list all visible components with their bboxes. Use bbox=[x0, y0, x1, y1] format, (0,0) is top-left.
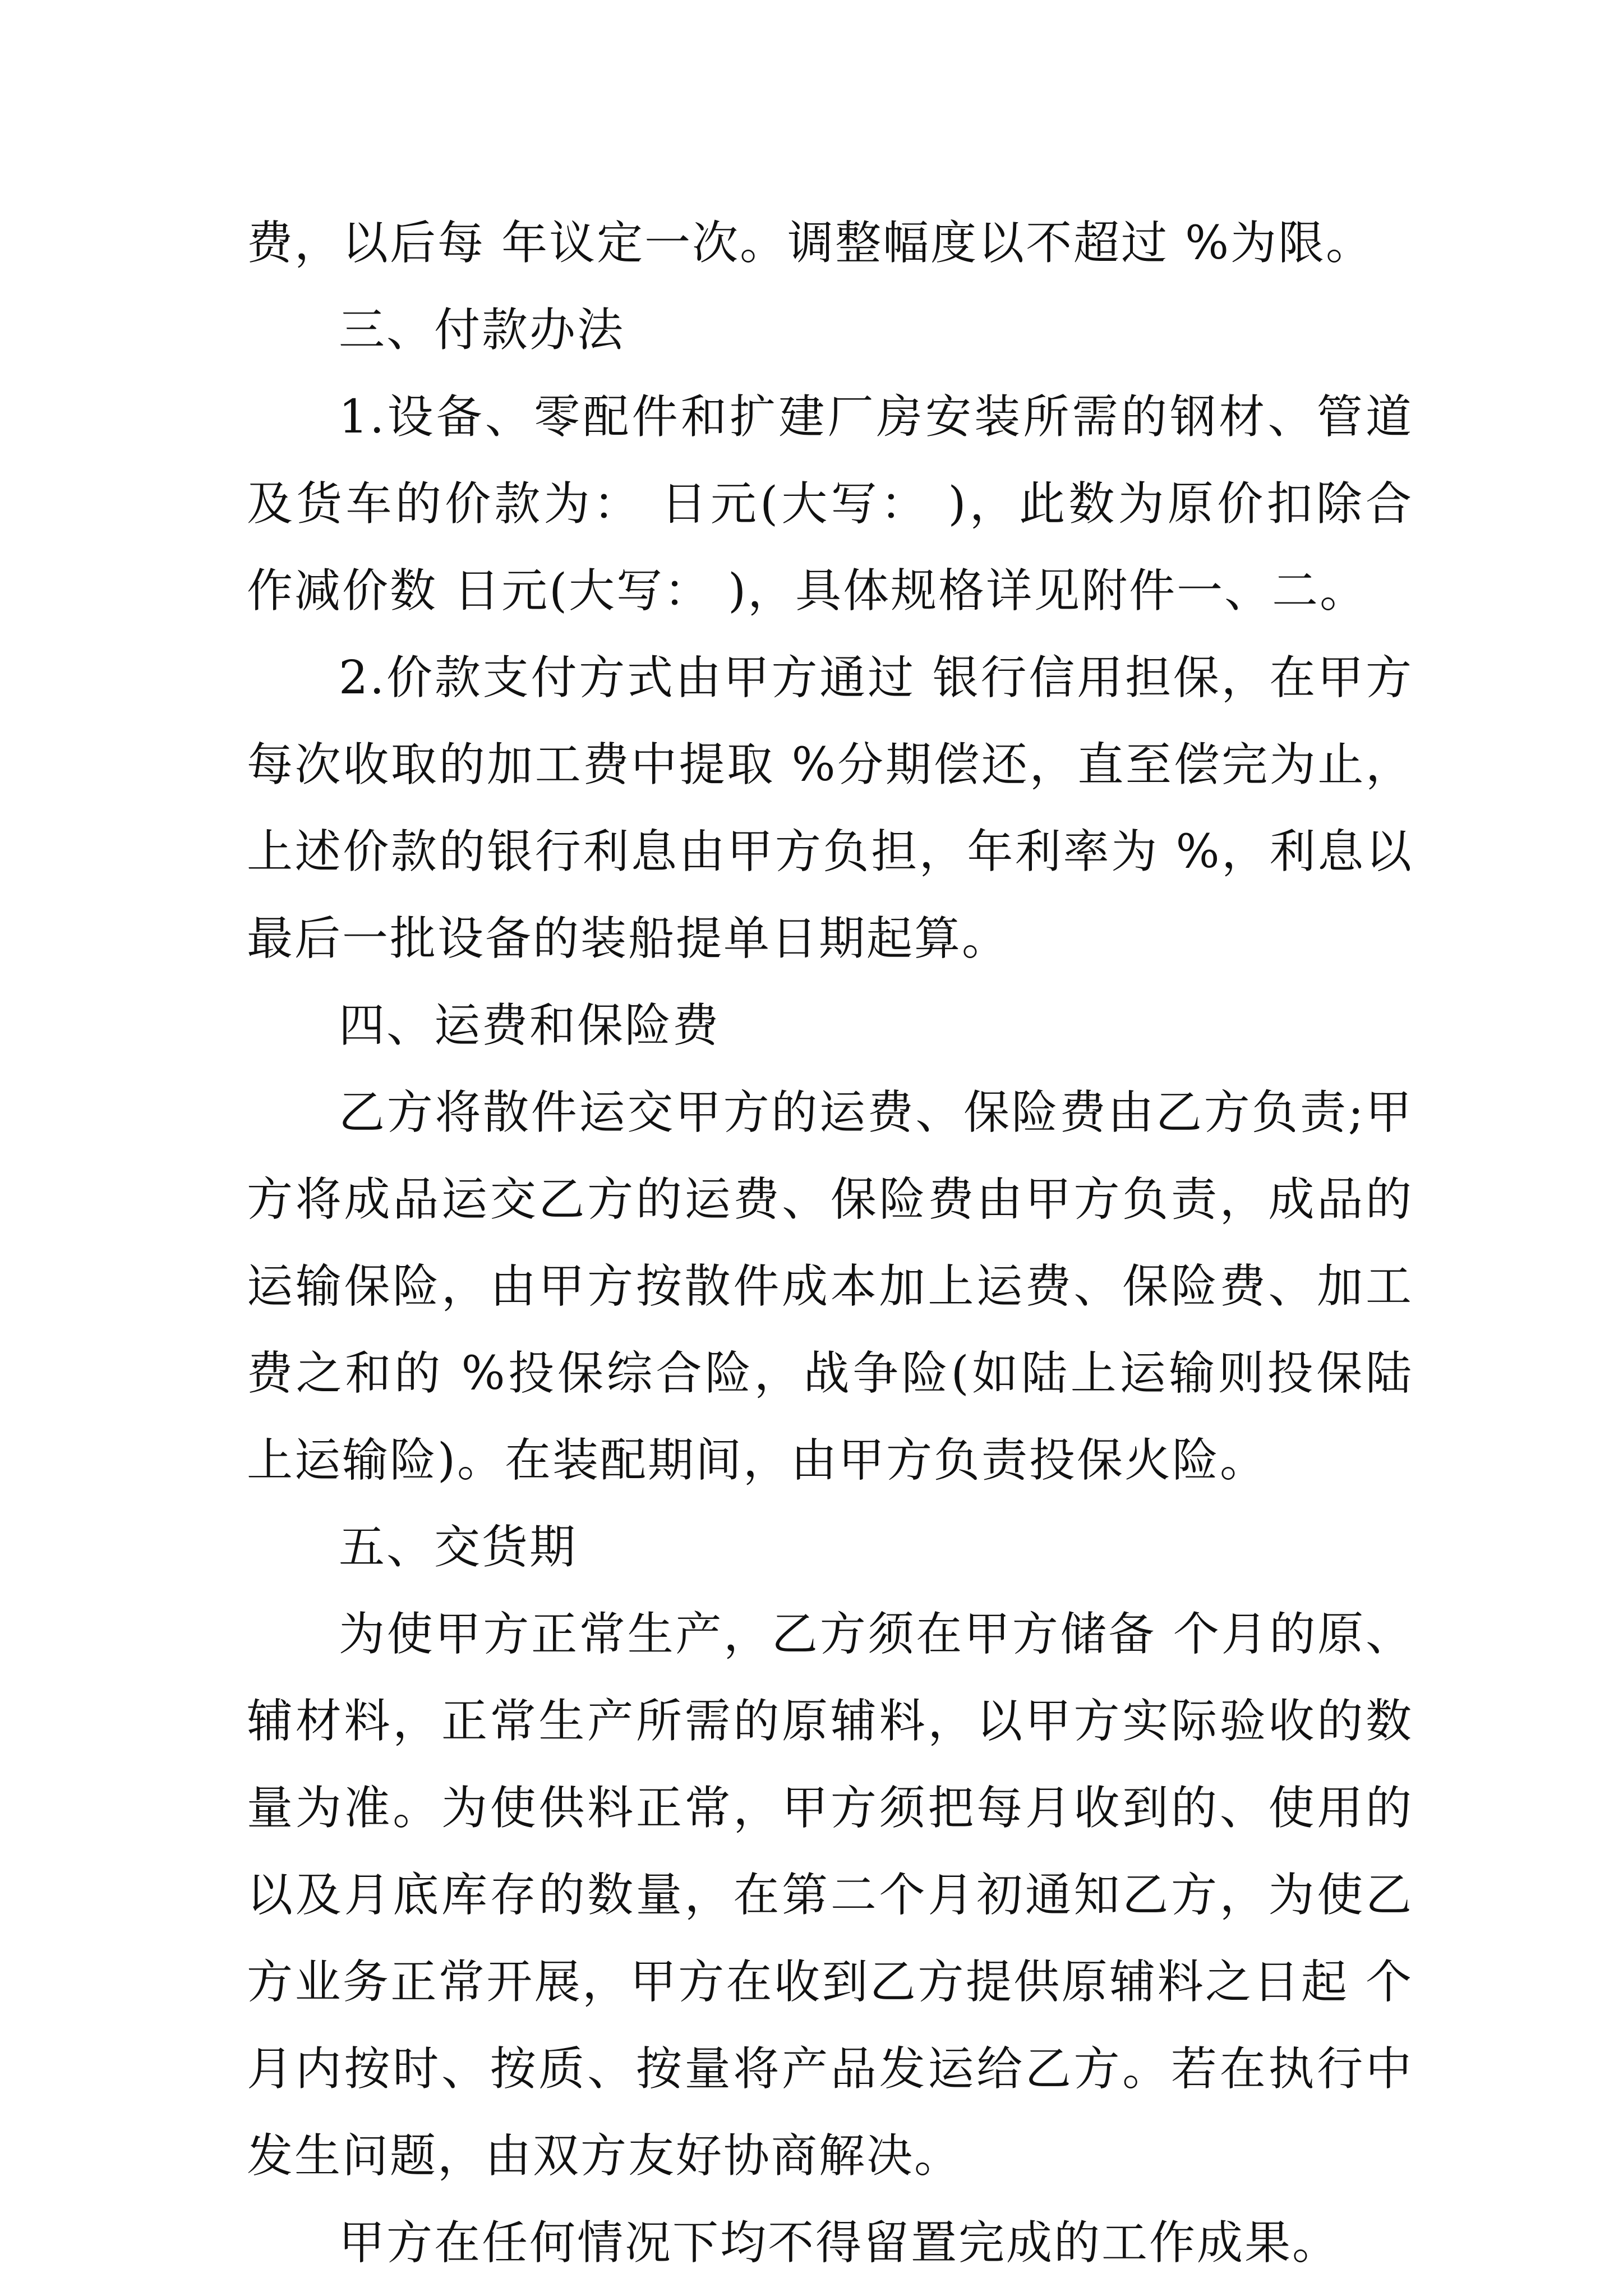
section-heading-delivery: 五、交货期 bbox=[339, 1521, 578, 1574]
section-heading-freight-insurance: 四、运费和保险费 bbox=[339, 999, 721, 1052]
paragraph-freight-insurance: 乙方将散件运交甲方的运费、保险费由乙方负责;甲方将成品运交乙方的运费、保险费由甲方负责，成品的运输保险，由甲方按散件成本加上运费、保险费、加工费之和的 %投保综合险，战争险(如陆上运输则投保陆上运输险)。在装配期间，由甲方负责投保火险。 bbox=[247, 1086, 1413, 1487]
paragraph-delivery: 为使甲方正常生产，乙方须在甲方储备 个月的原、辅材料，正常生产所需的原辅料，以甲方实际验收的数量为准。为使供料正常，甲方须把每月收到的、使用的以及月底库存的数量，在第二个月初通知乙方，为使乙方业务正常开展，甲方在收到乙方提供原辅料之日起 个月内按时、按质、按量将产品发运给乙方。若在执行中发生问题，由双方友好协商解决。 bbox=[247, 1608, 1413, 2183]
paragraph-payment-2: 2.价款支付方式由甲方通过 银行信用担保，在甲方每次收取的加工费中提取 %分期偿还，直至偿完为止，上述价款的银行利息由甲方负担，年利率为 %，利息以最后一批设备的装船提单日期起算。 bbox=[247, 651, 1413, 965]
document-body bbox=[247, 200, 1413, 2286]
section-heading-payment: 三、付款办法 bbox=[339, 303, 625, 357]
paragraph-fee-adjustment: 费，以后每 年议定一次。调整幅度以不超过 %为限。 bbox=[247, 217, 1374, 270]
paragraph-lien: 甲方在任何情况下均不得留置完成的工作成果。 bbox=[339, 2216, 1340, 2270]
paragraph-payment-1: 1.设备、零配件和扩建厂房安装所需的钢材、管道及货车的价款为： 日元(大写： )，此数为原价扣除合作减价数 日元(大写： )，具体规格详见附件一、二。 bbox=[247, 390, 1413, 618]
